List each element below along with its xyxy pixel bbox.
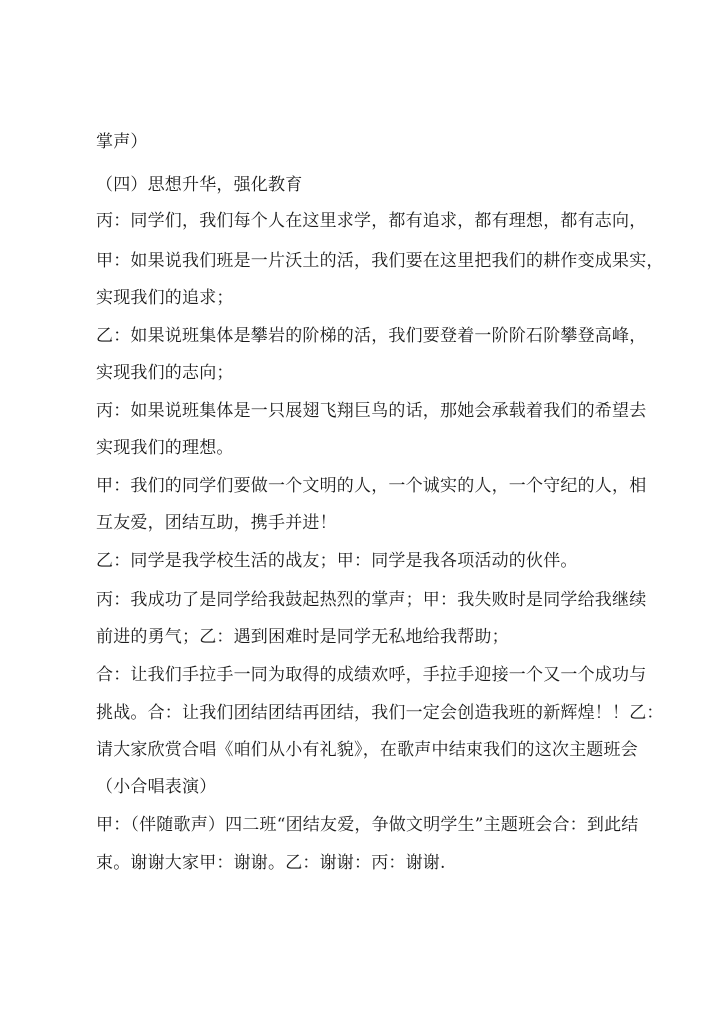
text-line: 丙：我成功了是同学给我鼓起热烈的掌声；甲：我失败时是同学给我继续 <box>96 590 647 610</box>
text-line: 丙：同学们，我们每个人在这里求学，都有追求，都有理想，都有志向， <box>96 211 647 231</box>
text-line: 束。谢谢大家甲：谢谢。乙：谢谢：丙：谢谢. <box>96 853 446 873</box>
text-line: 请大家欣赏合唱《咱们从小有礼貌》，在歌声中结束我们的这次主题班会 <box>96 740 638 760</box>
section-heading: （四）思想升华，强化教育 <box>96 175 303 195</box>
text-line: 甲：如果说我们班是一片沃土的活，我们要在这里把我们的耕作变成果实， <box>96 251 664 271</box>
text-line: 实现我们的理想。 <box>96 438 234 458</box>
text-line: 互友爱，团结互助，携手并进！ <box>96 513 337 533</box>
text-line: 乙：同学是我学校生活的战友；甲：同学是我各项活动的伙伴。 <box>96 551 578 571</box>
text-line: 实现我们的追求； <box>96 288 234 308</box>
text-line: 合：让我们手拉手一同为取得的成绩欢呼，手拉手迎接一个又一个成功与 <box>96 665 647 685</box>
text-line: 挑战。合：让我们团结团结再团结，我们一定会创造我班的新辉煌！！乙： <box>96 703 664 723</box>
text-line: 前进的勇气；乙：遇到困难时是同学无私地给我帮助； <box>96 627 509 647</box>
text-line: 实现我们的志向； <box>96 363 234 383</box>
text-line: 乙：如果说班集体是攀岩的阶梯的活，我们要登着一阶阶石阶攀登高峰， <box>96 326 647 346</box>
text-line: 甲：（伴随歌声）四二班“团结友爱，争做文明学生”主题班会合：到此结 <box>96 815 639 835</box>
text-line: 丙：如果说班集体是一只展翅飞翔巨鸟的话，那她会承载着我们的希望去 <box>96 401 647 421</box>
text-line: 甲：我们的同学们要做一个文明的人，一个诚实的人，一个守纪的人，相 <box>96 476 647 496</box>
text-line: （小合唱表演） <box>96 777 217 797</box>
text-line: 掌声） <box>96 132 148 152</box>
